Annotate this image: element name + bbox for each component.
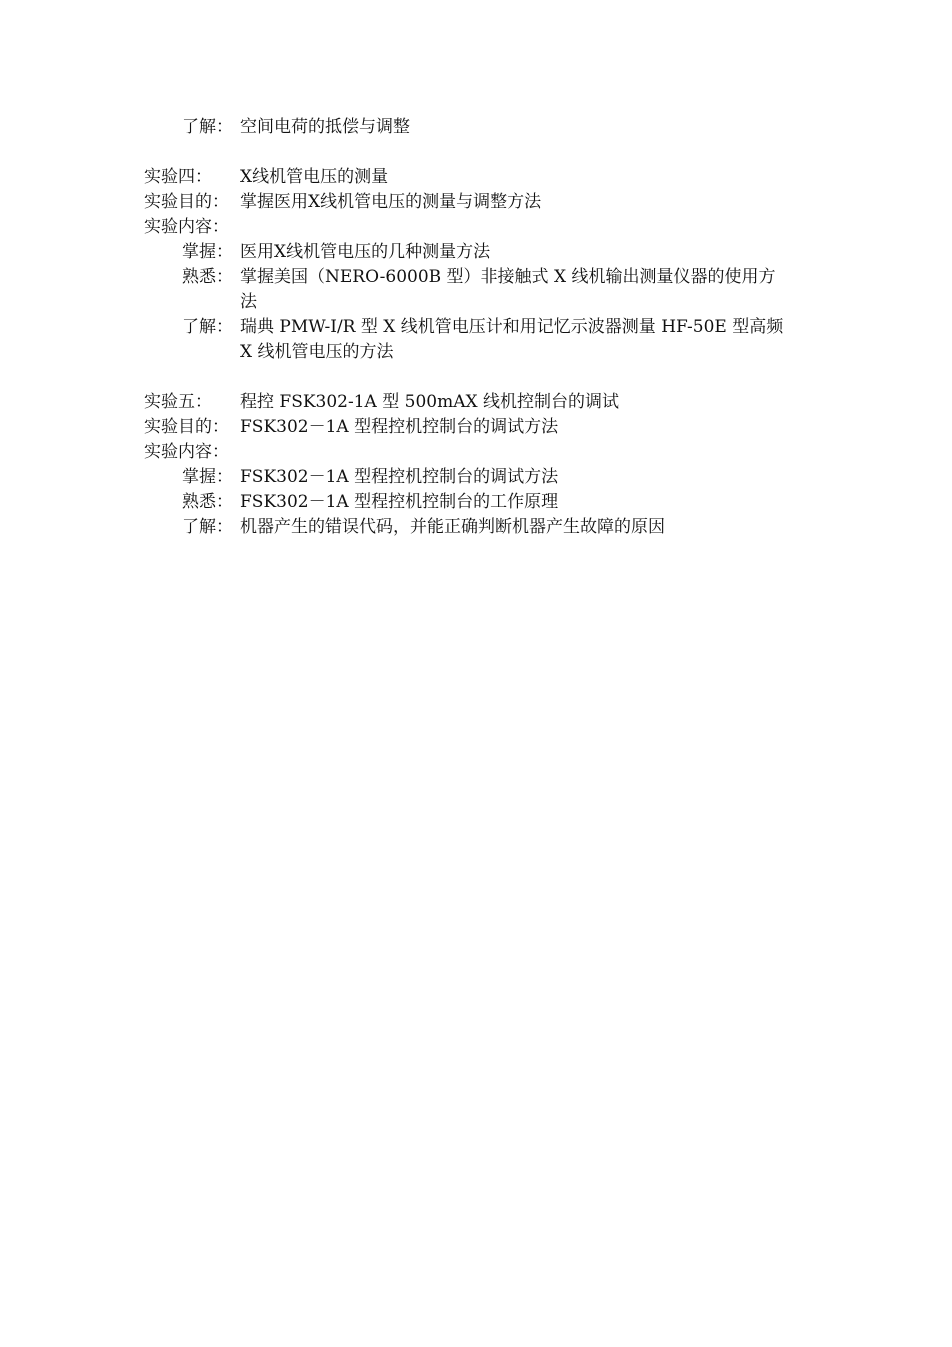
purpose-text: FSK302－1A 型程控机控制台的调试方法 [240,417,559,437]
understand-label: 了解： [182,117,233,137]
experiment-4-understand-continuation [0,340,952,364]
understand-text: 空间电荷的抵偿与调整 [240,117,410,137]
familiar-label: 熟悉： [182,492,233,512]
master-text: FSK302－1A 型程控机控制台的调试方法 [240,467,559,487]
content-label: 实验内容： [144,442,229,462]
purpose-label: 实验目的： [144,417,229,437]
intro-understand-line [0,115,952,139]
experiment-4-content-line [0,215,952,239]
familiar-text-line2: 法 [240,292,257,312]
experiment-5-master-line [0,465,952,489]
master-text: 医用X线机管电压的几种测量方法 [240,242,491,262]
experiment-5-title-line [0,390,952,414]
master-label: 掌握： [182,242,233,262]
experiment-5-familiar-line [0,490,952,514]
experiment-title-label: 实验四： [144,167,212,187]
understand-text: 机器产生的错误代码，并能正确判断机器产生故障的原因 [240,517,665,537]
content-label: 实验内容： [144,217,229,237]
familiar-label: 熟悉： [182,267,233,287]
understand-text-line1: 瑞典 PMW-I/R 型 X 线机管电压计和用记忆示波器测量 HF-50E 型高频 [240,317,784,337]
understand-label: 了解： [182,517,233,537]
experiment-4-familiar-line [0,265,952,289]
experiment-4-understand-line [0,315,952,339]
familiar-text: FSK302－1A 型程控机控制台的工作原理 [240,492,559,512]
master-label: 掌握： [182,467,233,487]
experiment-5-purpose-line [0,415,952,439]
experiment-title-label: 实验五： [144,392,212,412]
experiment-4-master-line [0,240,952,264]
experiment-4-familiar-continuation [0,290,952,314]
experiment-4-title-line [0,165,952,189]
experiment-title-text: 程控 FSK302-1A 型 500mAX 线机控制台的调试 [240,392,619,412]
understand-label: 了解： [182,317,233,337]
purpose-text: 掌握医用X线机管电压的测量与调整方法 [240,192,542,212]
familiar-text-line1: 掌握美国（NERO-6000B 型）非接触式 X 线机输出测量仪器的使用方 [240,267,776,287]
experiment-5-understand-line [0,515,952,539]
purpose-label: 实验目的： [144,192,229,212]
experiment-title-text: X线机管电压的测量 [240,167,389,187]
understand-text-line2: X 线机管电压的方法 [240,342,394,362]
experiment-4-purpose-line [0,190,952,214]
experiment-5-content-line [0,440,952,464]
